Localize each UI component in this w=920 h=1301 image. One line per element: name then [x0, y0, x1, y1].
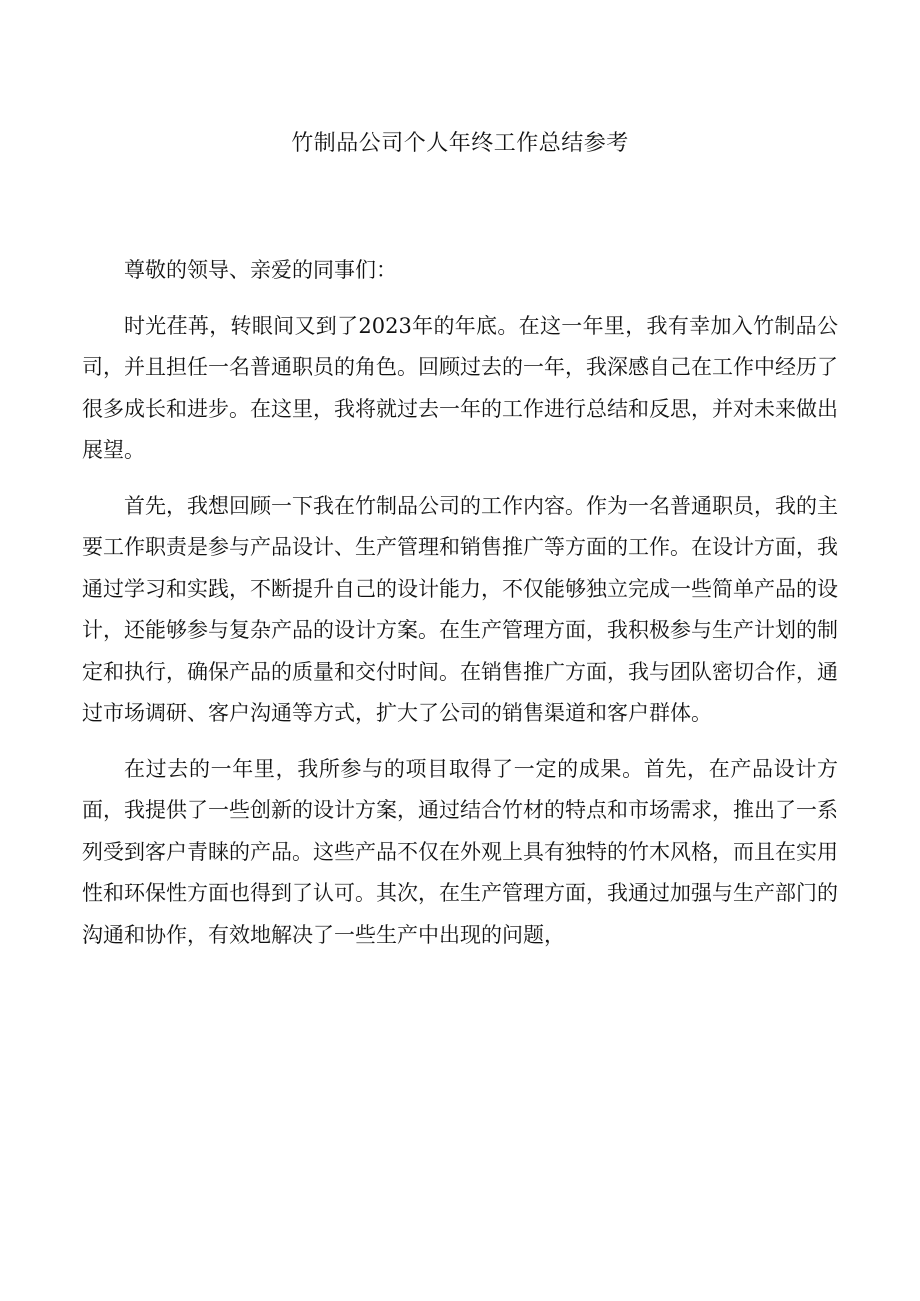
intro-paragraph: 时光荏苒，转眼间又到了2023年的年底。在这一年里，我有幸加入竹制品公司，并且担任一名普通职员的角色。回顾过去的一年，我深感自己在工作中经历了很多成长和进步。在这里，我将就过去一年的工作进行总结和反思，并对未来做出展望。 — [82, 313, 838, 462]
work-content-paragraph: 首先，我想回顾一下我在竹制品公司的工作内容。作为一名普通职员，我的主要工作职责是参与产品设计、生产管理和销售推广等方面的工作。在设计方面，我通过学习和实践，不断提升自己的设计能力，不仅能够独立完成一些简单产品的设计，还能够参与复杂产品的设计方案。在生产管理方面，我积极参与生产计划的制定和执行，确保产品的质量和交付时间。在销售推广方面，我与团队密切合作，通过市场调研、客户沟通等方式，扩大了公司的销售渠道和客户群体。 — [82, 493, 838, 725]
achievements-paragraph: 在过去的一年里，我所参与的项目取得了一定的成果。首先，在产品设计方面，我提供了一些创新的设计方案，通过结合竹材的特点和市场需求，推出了一系列受到客户青睐的产品。这些产品不仅在外观上具有独特的竹木风格，而且在实用性和环保性方面也得到了认可。其次，在生产管理方面，我通过加强与生产部门的沟通和协作，有效地解决了一些生产中出现的问题， — [82, 756, 838, 947]
document-body — [82, 250, 838, 970]
salutation-paragraph: 尊敬的领导、亲爱的同事们： — [124, 258, 397, 282]
document-title: 竹制品公司个人年终工作总结参考 — [291, 131, 629, 156]
